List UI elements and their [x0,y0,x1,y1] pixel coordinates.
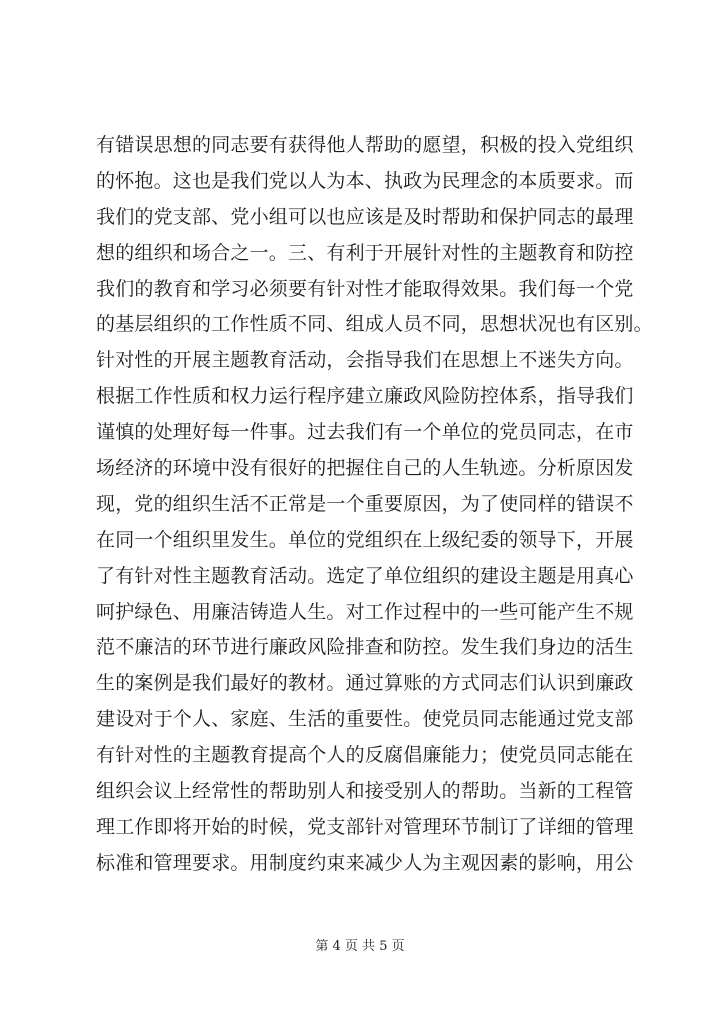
text-line: 现，党的组织生活不正常是一个重要原因，为了使同样的错误不 [96,492,634,515]
page-number-footer: 第 4 页 共 5 页 [315,939,405,954]
text-line: 谨慎的处理好每一件事。过去我们有一个单位的党员同志，在市 [96,421,634,444]
text-line: 我们的党支部、党小组可以也应该是及时帮助和保护同志的最理 [96,205,634,228]
text-line: 在同一个组织里发生。单位的党组织在上级纪委的领导下，开展 [96,528,634,551]
text-line: 呵护绿色、用廉洁铸造人生。对工作过程中的一些可能产生不规 [96,600,634,623]
text-line: 的怀抱。这也是我们党以人为本、执政为民理念的本质要求。而 [96,169,634,192]
text-line: 我们的教育和学习必须要有针对性才能取得效果。我们每一个党 [96,277,634,300]
text-line: 理工作即将开始的时候，党支部针对管理环节制订了详细的管理 [96,815,634,838]
text-line: 了有针对性主题教育活动。选定了单位组织的建设主题是用真心 [96,564,634,587]
text-line: 范不廉洁的环节进行廉政风险排查和防控。发生我们身边的活生 [96,636,634,659]
text-line: 场经济的环境中没有很好的把握住自己的人生轨迹。分析原因发 [96,457,634,480]
text-line: 有错误思想的同志要有获得他人帮助的愿望，积极的投入党组织 [96,134,634,156]
text-line: 有针对性的主题教育提高个人的反腐倡廉能力；使党员同志能在 [96,744,634,767]
text-line: 针对性的开展主题教育活动，会指导我们在思想上不迷失方向。 [96,349,634,372]
text-line: 的基层组织的工作性质不同、组成人员不同，思想状况也有区别。 [96,313,653,336]
text-line: 组织会议上经常性的帮助别人和接受别人的帮助。当新的工程管 [96,780,634,803]
text-line: 生的案例是我们最好的教材。通过算账的方式同志们认识到廉政 [96,672,634,695]
text-line: 标准和管理要求。用制度约束来减少人为主观因素的影响，用公 [96,851,634,874]
text-line: 根据工作性质和权力运行程序建立廉政风险防控体系，指导我们 [96,385,634,408]
body-text [96,128,656,882]
text-line: 想的组织和场合之一。三、有利于开展针对性的主题教育和防控 [96,241,634,264]
text-line: 建设对于个人、家庭、生活的重要性。使党员同志能通过党支部 [96,708,634,731]
